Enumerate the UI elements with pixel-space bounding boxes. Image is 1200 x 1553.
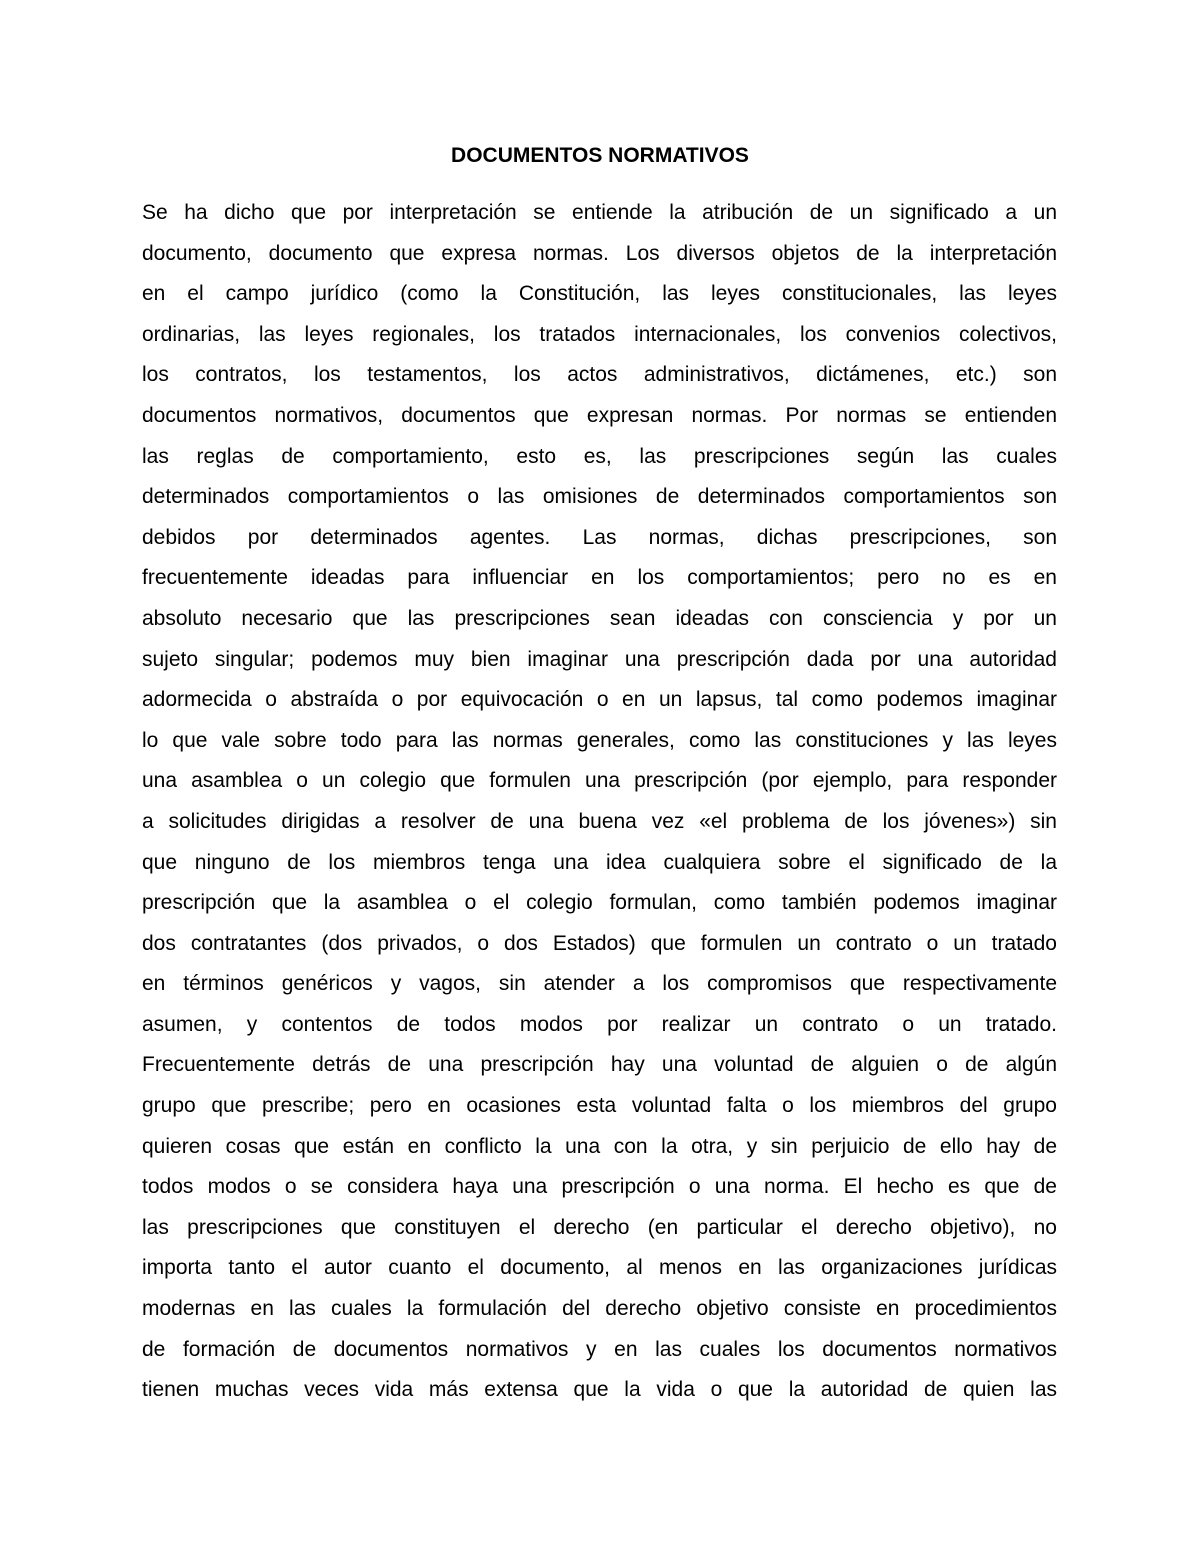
paragraph-line: tienen muchas veces vida más extensa que la vida o que la autoridad de quien las	[142, 1378, 1057, 1402]
paragraph-line: importa tanto el autor cuanto el documento, al menos en las organizaciones jurídicas	[142, 1256, 1057, 1280]
paragraph-line: lo que vale sobre todo para las normas generales, como las constituciones y las leyes	[142, 728, 1057, 752]
paragraph-line: las prescripciones que constituyen el derecho (en particular el derecho objetivo), no	[142, 1215, 1057, 1239]
paragraph-line: todos modos o se considera haya una prescripción o una norma. El hecho es que de	[142, 1175, 1057, 1199]
paragraph-line: documentos normativos, documentos que expresan normas. Por normas se entienden	[142, 403, 1057, 427]
paragraph-line: ordinarias, las leyes regionales, los tratados internacionales, los convenios colectivos,	[142, 322, 1057, 346]
paragraph-line: determinados comportamientos o las omisiones de determinados comportamientos son	[142, 485, 1057, 509]
paragraph-line: Frecuentemente detrás de una prescripción hay una voluntad de alguien o de algún	[142, 1053, 1057, 1077]
paragraph-line: asumen, y contentos de todos modos por realizar un contrato o un tratado.	[142, 1012, 1057, 1036]
paragraph-line: sujeto singular; podemos muy bien imaginar una prescripción dada por una autoridad	[142, 647, 1057, 671]
paragraph-line: las reglas de comportamiento, esto es, las prescripciones según las cuales	[142, 444, 1057, 468]
paragraph-line: quieren cosas que están en conflicto la una con la otra, y sin perjuicio de ello hay de	[142, 1134, 1057, 1158]
paragraph-line: en el campo jurídico (como la Constitución, las leyes constitucionales, las leyes	[142, 282, 1057, 306]
paragraph-line: en términos genéricos y vagos, sin atender a los compromisos que respectivamente	[142, 972, 1057, 996]
paragraph-line: Se ha dicho que por interpretación se entiende la atribución de un significado a un	[142, 201, 1057, 224]
paragraph-line: adormecida o abstraída o por equivocación o en un lapsus, tal como podemos imaginar	[142, 688, 1057, 712]
paragraph-line: una asamblea o un colegio que formulen una prescripción (por ejemplo, para responder	[142, 769, 1057, 793]
paragraph-line: frecuentemente ideadas para influenciar en los comportamientos; pero no es en	[142, 566, 1057, 590]
paragraph-line: grupo que prescribe; pero en ocasiones esta voluntad falta o los miembros del grupo	[142, 1094, 1057, 1118]
paragraph-line: a solicitudes dirigidas a resolver de una buena vez «el problema de los jóvenes») sin	[142, 809, 1057, 833]
paragraph-line: que ninguno de los miembros tenga una idea cualquiera sobre el significado de la	[142, 850, 1057, 874]
document-title: DOCUMENTOS NORMATIVOS	[451, 144, 749, 167]
paragraph-line: debidos por determinados agentes. Las normas, dichas prescripciones, son	[142, 525, 1057, 549]
paragraph-line: documento, documento que expresa normas. Los diversos objetos de la interpretación	[142, 241, 1057, 265]
paragraph-line: dos contratantes (dos privados, o dos Estados) que formulen un contrato o un tratado	[142, 931, 1057, 955]
document-body	[142, 193, 1057, 1411]
paragraph-line: absoluto necesario que las prescripciones sean ideadas con consciencia y por un	[142, 606, 1057, 630]
paragraph-line: modernas en las cuales la formulación del derecho objetivo consiste en procedimientos	[142, 1297, 1057, 1321]
paragraph-line: de formación de documentos normativos y en las cuales los documentos normativos	[142, 1337, 1057, 1361]
paragraph-line: los contratos, los testamentos, los actos administrativos, dictámenes, etc.) son	[142, 363, 1057, 387]
paragraph-line: prescripción que la asamblea o el colegio formulan, como también podemos imaginar	[142, 891, 1057, 915]
